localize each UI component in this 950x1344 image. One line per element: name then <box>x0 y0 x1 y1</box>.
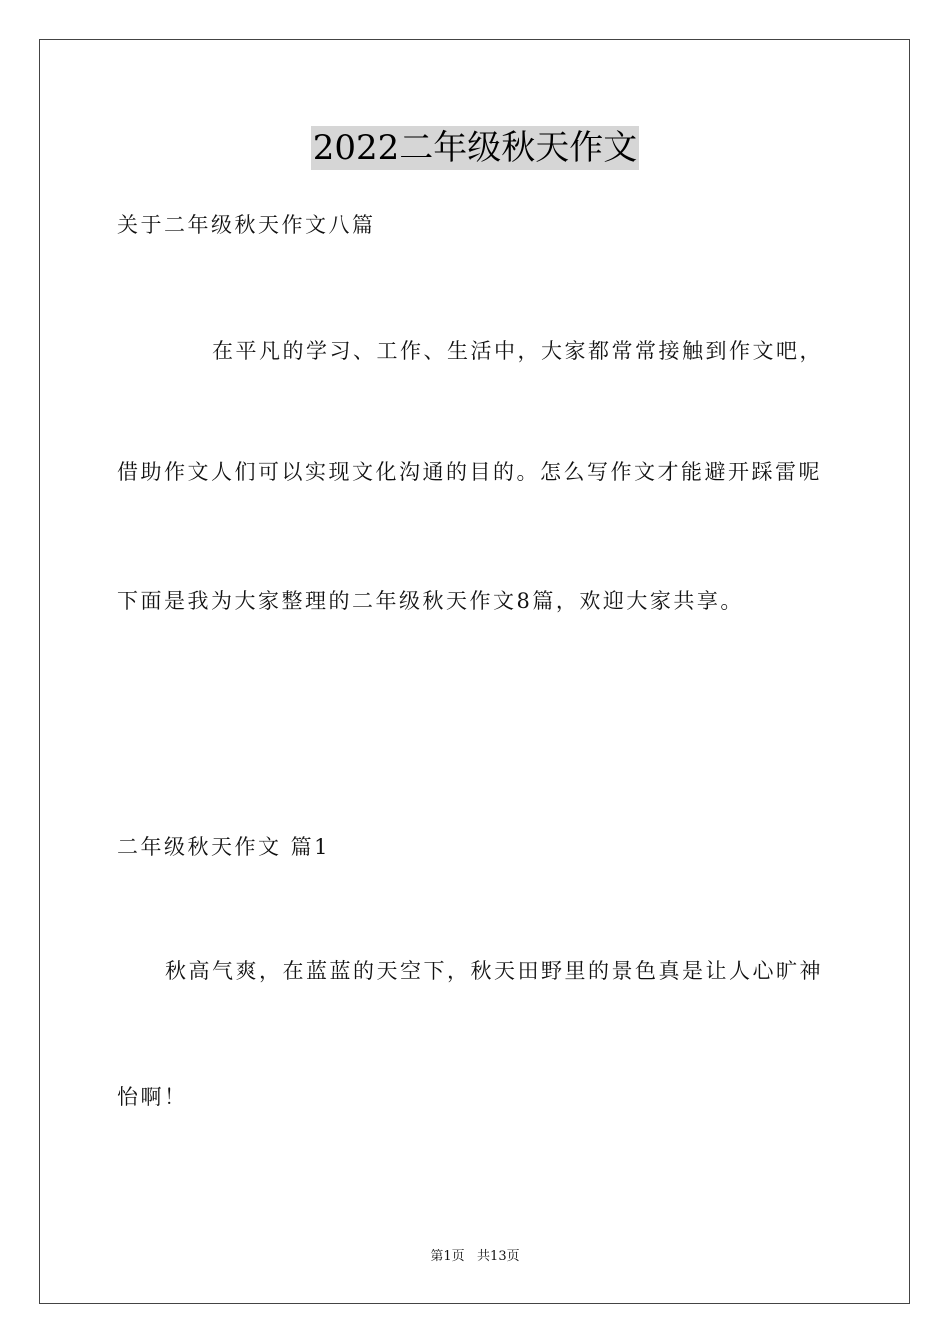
title-container <box>0 126 950 170</box>
page-number-label: 第1页 共13页 <box>430 1249 520 1264</box>
page-footer <box>0 1248 950 1266</box>
section-heading: 二年级秋天作文 篇1 <box>117 835 331 859</box>
body-line-2: 怡啊！ <box>117 1085 188 1109</box>
document-title: 2022二年级秋天作文 <box>312 128 638 168</box>
document-subtitle: 关于二年级秋天作文八篇 <box>117 213 376 237</box>
intro-line-1: 在平凡的学习、工作、生活中，大家都常常接触到作文吧， <box>212 339 823 363</box>
intro-line-2: 借助作文人们可以实现文化沟通的目的。怎么写作文才能避开踩雷呢 <box>117 460 822 484</box>
intro-line-3: 下面是我为大家整理的二年级秋天作文8篇，欢迎大家共享。 <box>117 589 744 613</box>
body-line-1: 秋高气爽，在蓝蓝的天空下，秋天田野里的景色真是让人心旷神 <box>165 959 823 983</box>
